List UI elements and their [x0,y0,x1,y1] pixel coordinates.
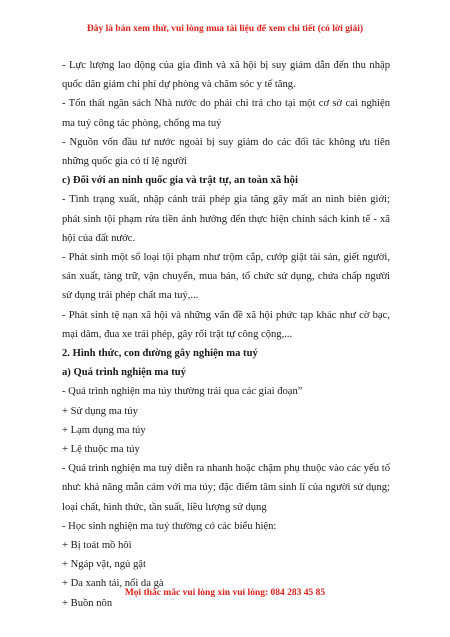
paragraph: - Học sinh nghiện ma tuý thường có các biểu hiện: [62,520,277,532]
document-body [62,56,390,613]
list-item: + Lạm dụng ma túy [62,424,146,436]
paragraph: - Quá trình nghiện ma túy thường trải qua các giai đoạn” [62,386,303,398]
subsection-heading: a) Quá trình nghiện ma tuý [62,367,186,379]
paragraph: - Quá trình nghiện ma tuý diễn ra nhanh hoặc chậm phụ thuộc vào các yếu tố như: khả năng mẫn cảm với ma túy; đặc điểm tâm sinh lí của người sử dụng; loại chất, hình thức, tần suất, liều lượng sử dụng [62,463,390,513]
paragraph: - Lực lượng lao động của gia đình và xã hội bị suy giảm dẫn đến thu nhập quốc dân giảm chi phí dự phòng và chăm sóc y tế tăng. [62,60,390,91]
preview-banner: Đây là bản xem thử, vui lòng mua tài liệu để xem chi tiết (có lời giải) [86,24,364,34]
paragraph: - Nguồn vốn đầu tư nước ngoài bị suy giảm do các đối tác không ưu tiên những quốc gia có tỉ lệ người [62,136,390,168]
list-item: + Sử dụng ma túy [62,405,138,417]
section-heading: 2. Hình thức, con đường gây nghiện ma tuý [62,348,258,360]
list-item: + Lệ thuộc ma túy [62,444,140,456]
section-heading: c) Đối với an ninh quốc gia và trật tự, an toàn xã hội [62,175,298,187]
paragraph: - Phát sinh tệ nạn xã hội và những vấn đề xã hội phức tạp khác như cờ bạc, mại dâm, đua xe trái phép, gây rối trật tự công cộng,... [62,309,390,340]
paragraph: - Phát sinh một số loại tội phạm như trộm cắp, cướp giật tài sản, giết người, sản xuất, tàng trữ, vận chuyển, mua bán, tổ chức sử dụng, chứa chấp người sử dụng trái phép chất ma tuý,... [62,252,390,302]
paragraph: - Tình trạng xuất, nhập cảnh trái phép gia tăng gây mất an ninh biên giới; phát sinh tội phạm rửa tiền ảnh hưởng đến thực hiện chính sách kinh tế - xã hội của đất nước. [62,194,390,244]
list-item: + Ngáp vặt, ngủ gật [62,559,146,571]
list-item: + Buồn nôn [62,597,113,609]
list-item: + Da xanh tái, nổi da gà [62,578,164,590]
contact-footer: Mọi thắc mắc vui lòng xin vui lòng: 084 283 45 85 [124,588,326,598]
paragraph: - Tổn thất ngân sách Nhà nước do phải chi trả cho tại một cơ sở cai nghiện ma tuý công tác phòng, chống ma tuý [62,98,390,129]
list-item: + Bị toát mồ hôi [62,540,132,552]
